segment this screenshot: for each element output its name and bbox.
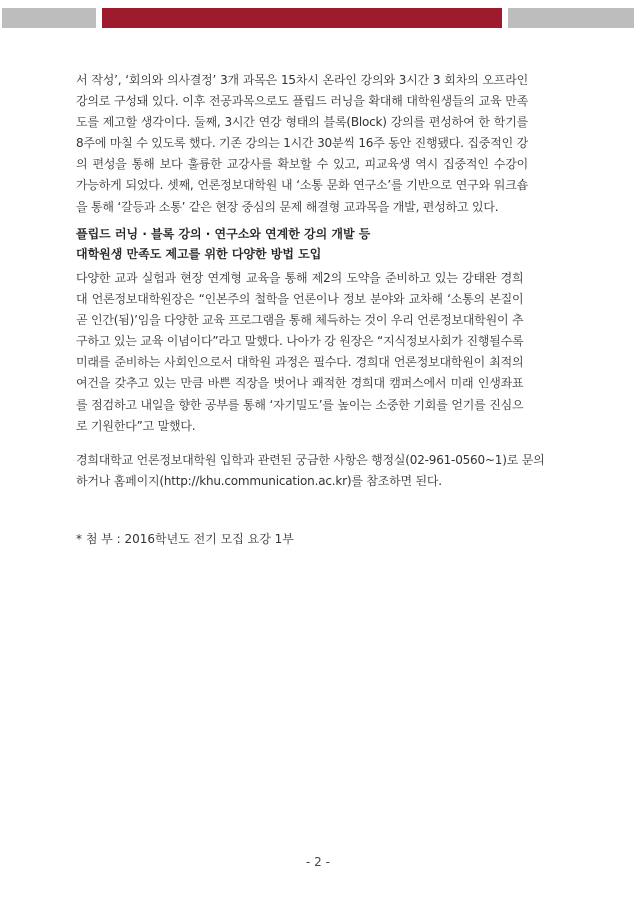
page-number: - 2 - (306, 855, 330, 869)
paragraph-dean-quote (76, 268, 523, 437)
text-line: 구하고 있는 교육 이념이다”라고 말했다. 나아가 강 원장은 “지식정보사회가 진행될수록 (76, 334, 524, 349)
text-line: 로 기원한다”고 말했다. (76, 418, 196, 433)
paragraph-contact-info (76, 450, 545, 492)
text-line: 미래를 준비하는 사회인으로서 대학원 과정은 필수다. 경희대 언론정보대학원이 최적의 (76, 355, 524, 370)
text-line: 곧 인간(됨)’임을 다양한 교육 프로그램을 통해 체득하는 것이 우리 언론정보대학원이 추 (76, 313, 524, 328)
header-bar-center (102, 8, 502, 28)
text-line: 가능하게 되었다. 셋째, 언론정보대학원 내 ‘소통 문화 연구소’를 기반으로 연구와 워크숍 (76, 178, 528, 193)
heading-line: 대학원생 만족도 제고를 위한 다양한 방법 도입 (76, 247, 322, 261)
text-line: 서 작성’, ‘회의와 의사결정’ 3개 과목은 15차시 온라인 강의와 3시간 3 회차의 오프라인 (76, 73, 528, 87)
text-line: 강의로 구성돼 있다. 이후 전공과목으로도 플립드 러닝을 확대해 대학원생들의 교육 만족 (76, 94, 528, 109)
text-line: 의 편성을 통해 보다 훌륭한 교강사를 확보할 수 있고, 피교육생 역시 집중적인 수강이 (76, 157, 528, 172)
header-bar-left (2, 8, 96, 28)
header-bar-right (508, 8, 634, 28)
text-line: 을 통해 ‘갈등과 소통’ 같은 현장 중심의 문제 해결형 교과목을 개발, 편성하고 있다. (76, 199, 499, 214)
text-line: 8주에 마칠 수 있도록 했다. 기존 강의는 1시간 30분씩 16주 동안 진행됐다. 집중적인 강 (76, 136, 528, 151)
heading-line: 플립드 러닝 · 블록 강의 · 연구소와 연계한 강의 개발 등 (76, 227, 371, 241)
attachment-note: * 첨 부 : 2016학년도 전기 모집 요강 1부 (76, 532, 294, 546)
section-heading (76, 224, 370, 264)
text-line: 하거나 홈페이지(http://khu.communication.ac.kr)를 참조하면 된다. (76, 474, 442, 489)
text-line: 를 점검하고 내일을 향한 공부를 통해 ‘자기밀도’를 높이는 소중한 기회를 얻기를 진심으 (76, 397, 524, 412)
paragraph-program-structure (76, 70, 528, 218)
text-line: 다양한 교과 실험과 현장 연계형 교육을 통해 제2의 도약을 준비하고 있는 강태완 경희 (76, 271, 524, 285)
text-line: 대 언론정보대학원장은 “인본주의 철학을 언론이나 정보 분야와 교차해 ‘소통의 본질이 (76, 292, 524, 307)
text-line: 여건을 갖추고 있는 만큼 바쁜 직장을 벗어나 쾌적한 경희대 캠퍼스에서 미래 인생좌표 (76, 376, 524, 391)
text-line: 도를 제고할 생각이다. 둘째, 3시간 연강 형태의 블록(Block) 강의를 편성하여 한 학기를 (76, 115, 528, 130)
text-line: 경희대학교 언론정보대학원 입학과 관련된 궁금한 사항은 행정실(02-961-0560~1)로 문의 (76, 453, 545, 467)
